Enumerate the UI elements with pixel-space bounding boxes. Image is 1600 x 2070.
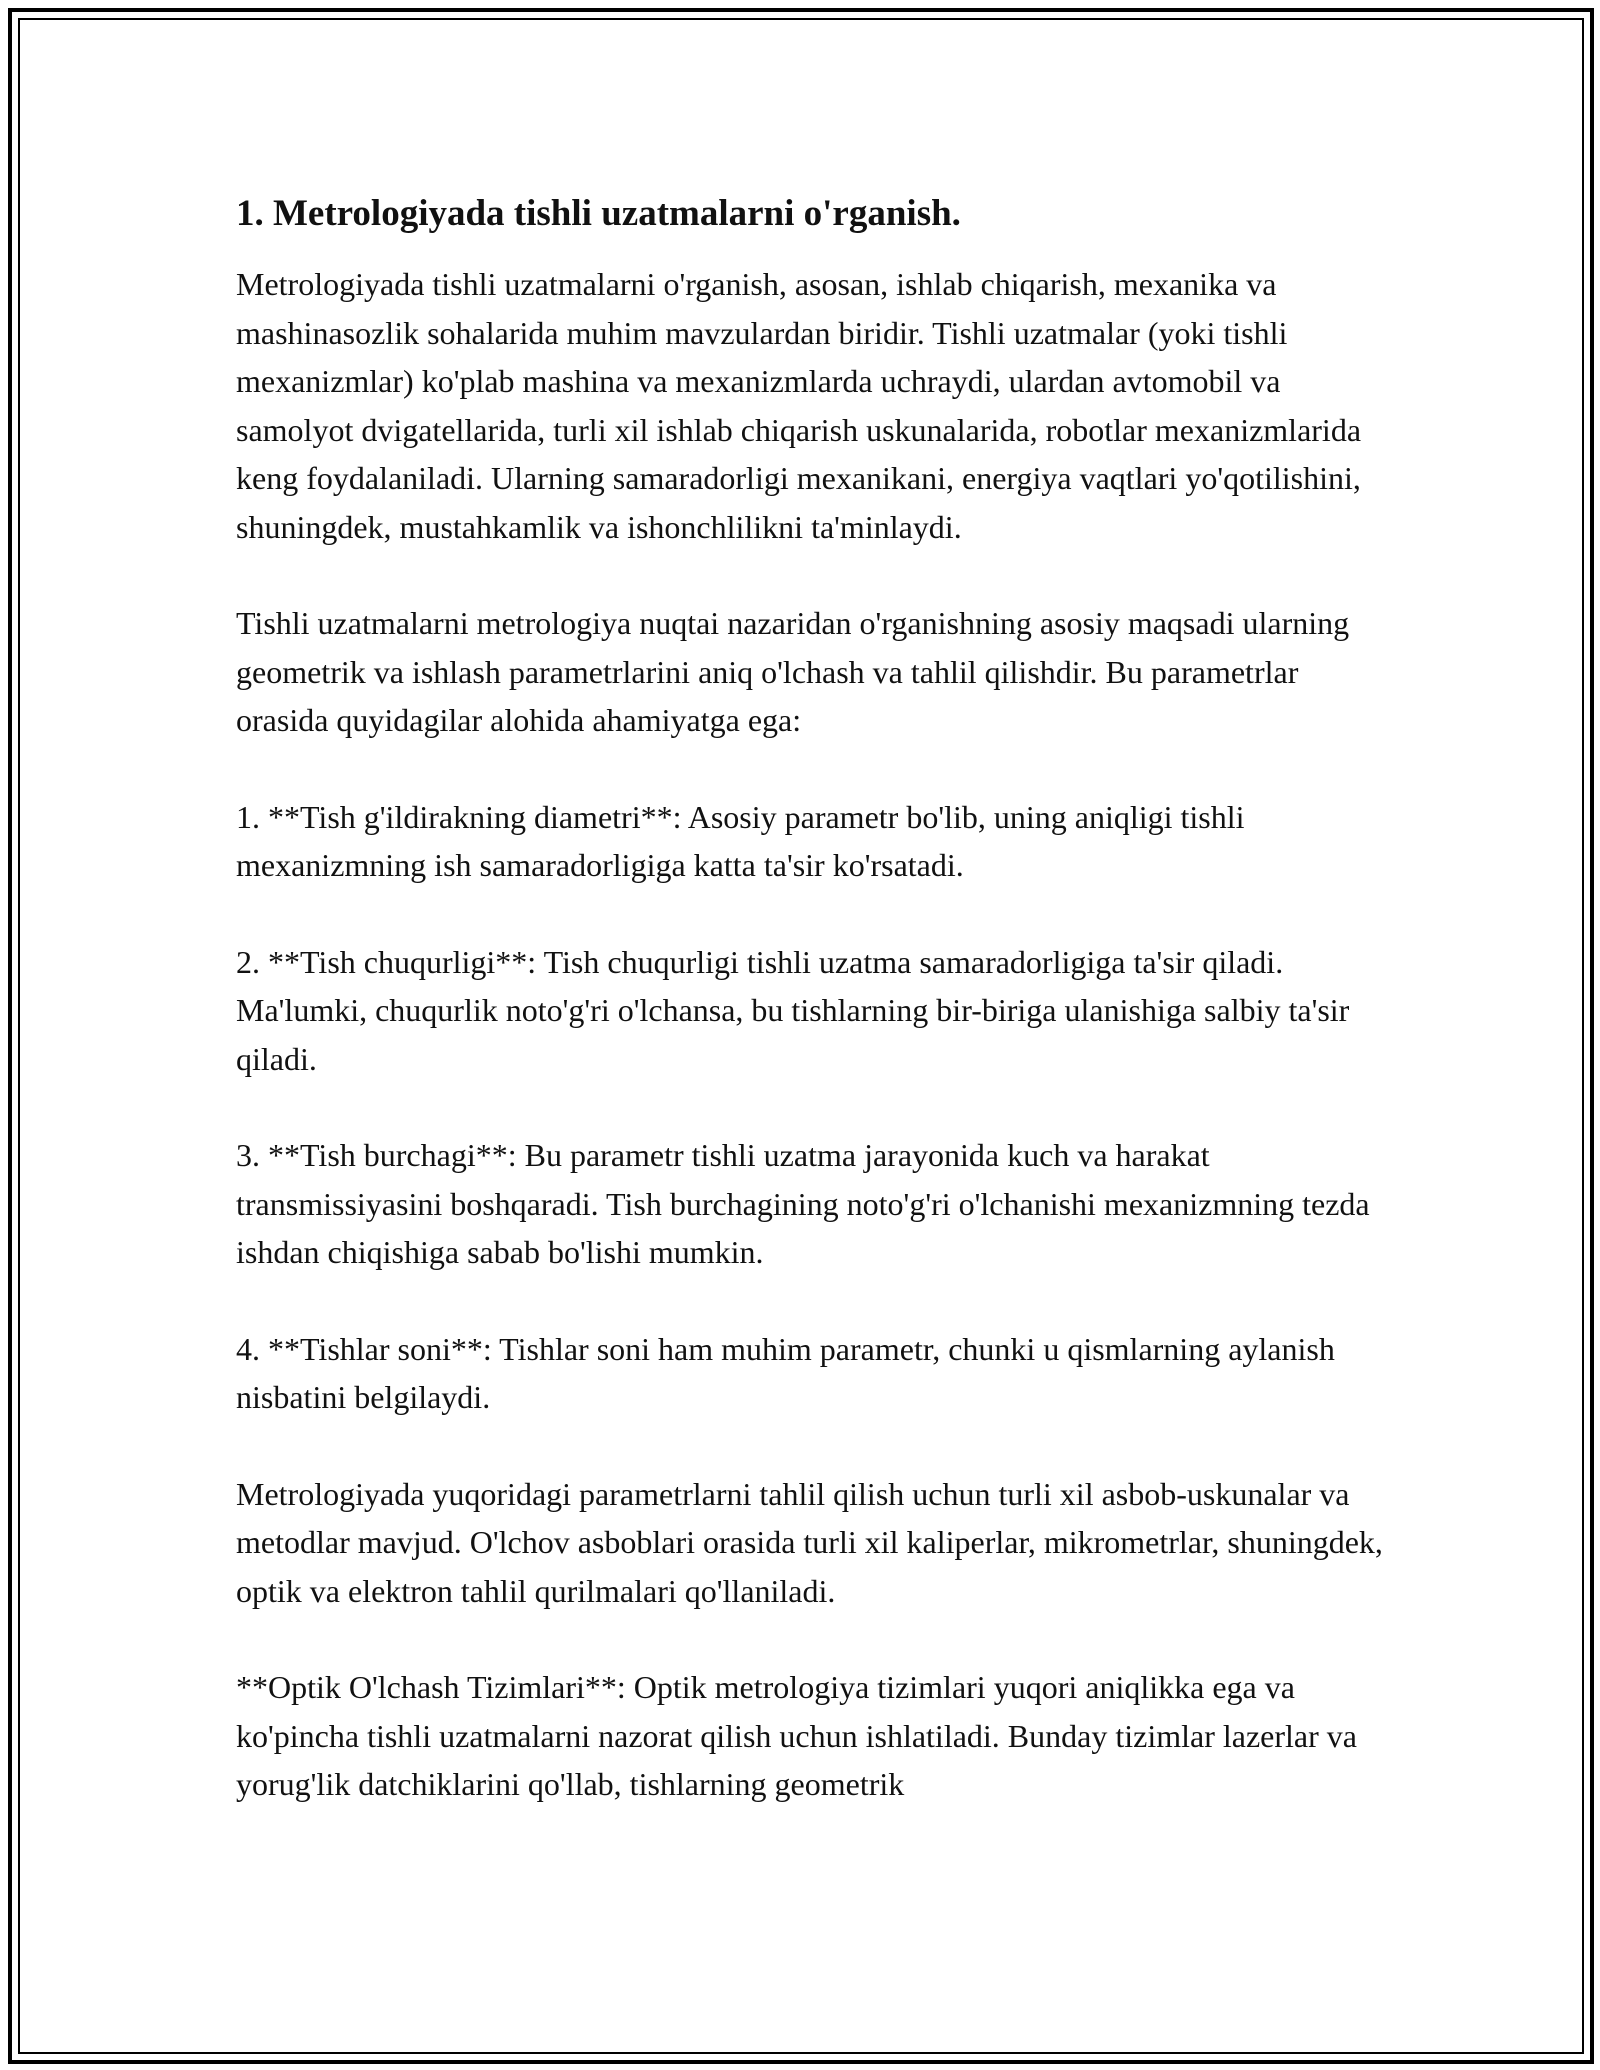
- document-title: 1. Metrologiyada tishli uzatmalarni o'rganish.: [236, 193, 961, 234]
- list-item-depth: 2. **Tish chuqurligi**: Tish chuqurligi tishli uzatma samaradorligiga ta'sir qiladi. Ma'lumki, chuqurlik noto'g'ri o'lchansa, bu tishlarning bir-biriga ulanishiga salbiy ta'sir qiladi.: [236, 943, 1350, 1077]
- paragraph-optical: **Optik O'lchash Tizimlari**: Optik metrologiya tizimlari yuqori aniqlikka ega va ko'pincha tishli uzatmalarni nazorat qilish uchun ishlatiladi. Bunday tizimlar lazerlar va yorug'lik datchiklarini qo'llab, tishlarning geometrik: [236, 1669, 1357, 1802]
- document-body: [236, 188, 1386, 1857]
- list-item-diameter: 1. **Tish g'ildirakning diametri**: Asosiy parametr bo'lib, uning aniqligi tishli mexanizmning ish samaradorligiga katta ta'sir ko'rsatadi.: [236, 798, 1245, 883]
- list-item-angle: 3. **Tish burchagi**: Bu parametr tishli uzatma jarayonida kuch va harakat transmissiyasini boshqaradi. Tish burchagining noto'g'ri o'lchanishi mexanizmning tezda ishdan chiqishiga sabab bo'lishi mumkin.: [236, 1137, 1370, 1270]
- paragraph-intro: Metrologiyada tishli uzatmalarni o'rganish, asosan, ishlab chiqarish, mexanika va mashinasozlik sohalarida muhim mavzulardan biridir. Tishli uzatmalar (yoki tishli mexanizmlar) ko'plab mashina va mexanizmlarda uchraydi, ulardan avtomobil va samolyot dvigatellarida, turli xil ishlab chiqarish uskunalarida, robotlar mexanizmlarida keng foydalaniladi. Ularning samaradorligi mexanikani, energiya vaqtlari yo'qotilishini, shuningdek, mustahkamlik va ishonchlilikni ta'minlaydi.: [236, 266, 1362, 545]
- paragraph-purpose: Tishli uzatmalarni metrologiya nuqtai nazaridan o'rganishning asosiy maqsadi ularning geometrik va ishlash parametrlarini aniq o'lchash va tahlil qilishdir. Bu parametrlar orasida quyidagilar alohida ahamiyatga ega:: [236, 605, 1350, 738]
- paragraph-instruments: Metrologiyada yuqoridagi parametrlarni tahlil qilish uchun turli xil asbob-uskunalar va metodlar mavjud. O'lchov asboblari orasida turli xil kaliperlar, mikrometrlar, shuningdek, optik va elektron tahlil qurilmalari qo'llaniladi.: [236, 1475, 1383, 1609]
- list-item-count: 4. **Tishlar soni**: Tishlar soni ham muhim parametr, chunki u qismlarning aylanish nisbatini belgilaydi.: [236, 1330, 1335, 1415]
